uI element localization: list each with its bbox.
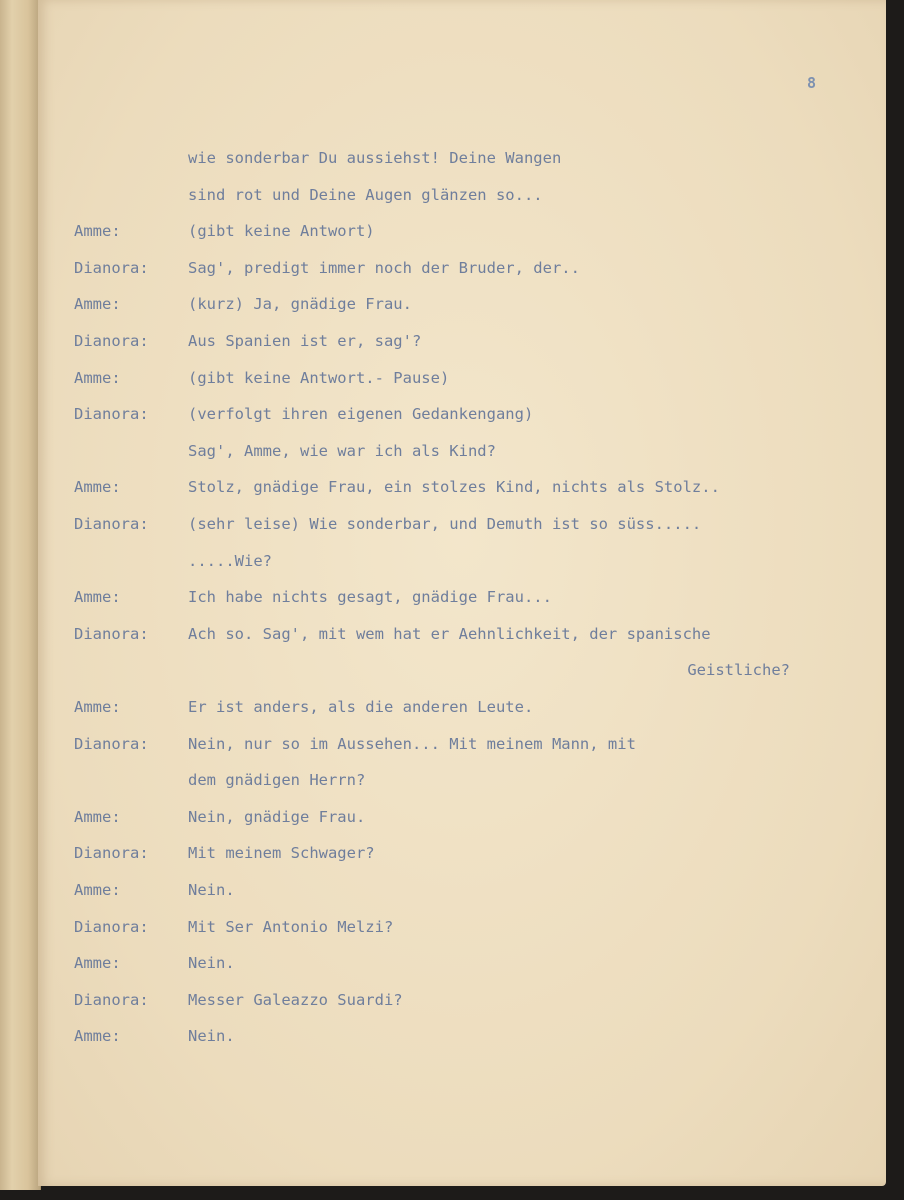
dialogue-text: Messer Galeazzo Suardi? <box>188 990 403 1009</box>
dialogue-text: (verfolgt ihren eigenen Gedankengang) <box>188 405 534 424</box>
dialogue-text: Nein. <box>188 881 235 899</box>
speaker-name: Amme: <box>74 478 121 497</box>
dialogue-line <box>38 952 886 974</box>
dialogue-line <box>38 330 886 352</box>
speaker-name: Dianora: <box>74 515 149 533</box>
dialogue-text: Nein. <box>188 1027 235 1046</box>
speaker-name: Amme: <box>74 368 121 387</box>
speaker-name: Dianora: <box>74 405 149 424</box>
dialogue-text: Ich habe nichts gesagt, gnädige Frau... <box>188 588 552 607</box>
dialogue-text: Geistliche? <box>687 661 790 680</box>
dialogue-text: sind rot und Deine Augen glänzen so... <box>188 185 543 204</box>
dialogue-line <box>38 440 886 462</box>
speaker-name: Dianora: <box>74 258 149 277</box>
speaker-name: Dianora: <box>74 844 149 863</box>
dialogue-text: Mit Ser Antonio Melzi? <box>188 917 394 936</box>
speaker-name: Dianora: <box>74 624 149 643</box>
dialogue-text: (kurz) Ja, gnädige Frau. <box>188 295 412 314</box>
dialogue-text: Aus Spanien ist er, sag'? <box>188 332 422 350</box>
dialogue-line <box>38 916 886 938</box>
dialogue-text: (gibt keine Antwort.- Pause) <box>188 368 450 387</box>
dialogue-line <box>38 989 886 1011</box>
page-number: 8 <box>807 74 817 92</box>
dialogue-line <box>38 769 886 791</box>
dialogue-text: Nein. <box>188 954 235 973</box>
dialogue-line <box>38 586 886 608</box>
dialogue-text: Stolz, gnädige Frau, ein stolzes Kind, nichts als Stolz.. <box>188 478 720 497</box>
dialogue-line <box>38 842 886 864</box>
dialogue-line <box>38 403 886 425</box>
dialogue-line <box>38 623 886 645</box>
dialogue-line <box>38 257 886 279</box>
dialogue-text: wie sonderbar Du aussiehst! Deine Wangen <box>188 149 562 167</box>
dialogue-line <box>38 293 886 315</box>
dialogue-line <box>38 513 886 535</box>
dialogue-line <box>38 220 886 242</box>
dialogue-text: (gibt keine Antwort) <box>188 222 375 241</box>
adjacent-page-edge <box>0 0 41 1190</box>
dialogue-line <box>38 147 886 169</box>
dialogue-text: (sehr leise) Wie sonderbar, und Demuth ist so süss..... <box>188 515 702 533</box>
dialogue-text: Er ist anders, als die anderen Leute. <box>188 698 534 716</box>
typewritten-page <box>38 0 886 1186</box>
dialogue-text: Mit meinem Schwager? <box>188 844 375 863</box>
speaker-name: Amme: <box>74 698 121 716</box>
dialogue-text: Ach so. Sag', mit wem hat er Aehnlichkeit, der spanische <box>188 624 711 643</box>
speaker-name: Dianora: <box>74 332 149 350</box>
speaker-name: Amme: <box>74 295 121 314</box>
dialogue-text: dem gnädigen Herrn? <box>188 771 366 790</box>
dialogue-text: Sag', Amme, wie war ich als Kind? <box>188 441 496 460</box>
speaker-name: Amme: <box>74 1027 121 1046</box>
dialogue-line <box>38 733 886 755</box>
dialogue-text: .....Wie? <box>188 551 272 570</box>
dialogue-line <box>38 1025 886 1047</box>
dialogue-line <box>38 806 886 828</box>
speaker-name: Amme: <box>74 807 121 826</box>
speaker-name: Dianora: <box>74 917 149 936</box>
dialogue-line <box>38 550 886 572</box>
speaker-name: Amme: <box>74 881 121 899</box>
dialogue-line <box>38 367 886 389</box>
speaker-name: Amme: <box>74 954 121 973</box>
speaker-name: Amme: <box>74 588 121 607</box>
speaker-name: Amme: <box>74 222 121 241</box>
dialogue-line <box>38 659 886 681</box>
speaker-name: Dianora: <box>74 734 149 753</box>
dialogue-line <box>38 879 886 901</box>
dialogue-text: Nein, gnädige Frau. <box>188 807 366 826</box>
dialogue-line <box>38 184 886 206</box>
dialogue-line <box>38 476 886 498</box>
dialogue-text: Sag', predigt immer noch der Bruder, der.. <box>188 258 580 277</box>
dialogue-text: Nein, nur so im Aussehen... Mit meinem Mann, mit <box>188 734 636 753</box>
speaker-name: Dianora: <box>74 990 149 1009</box>
dialogue-line <box>38 696 886 718</box>
